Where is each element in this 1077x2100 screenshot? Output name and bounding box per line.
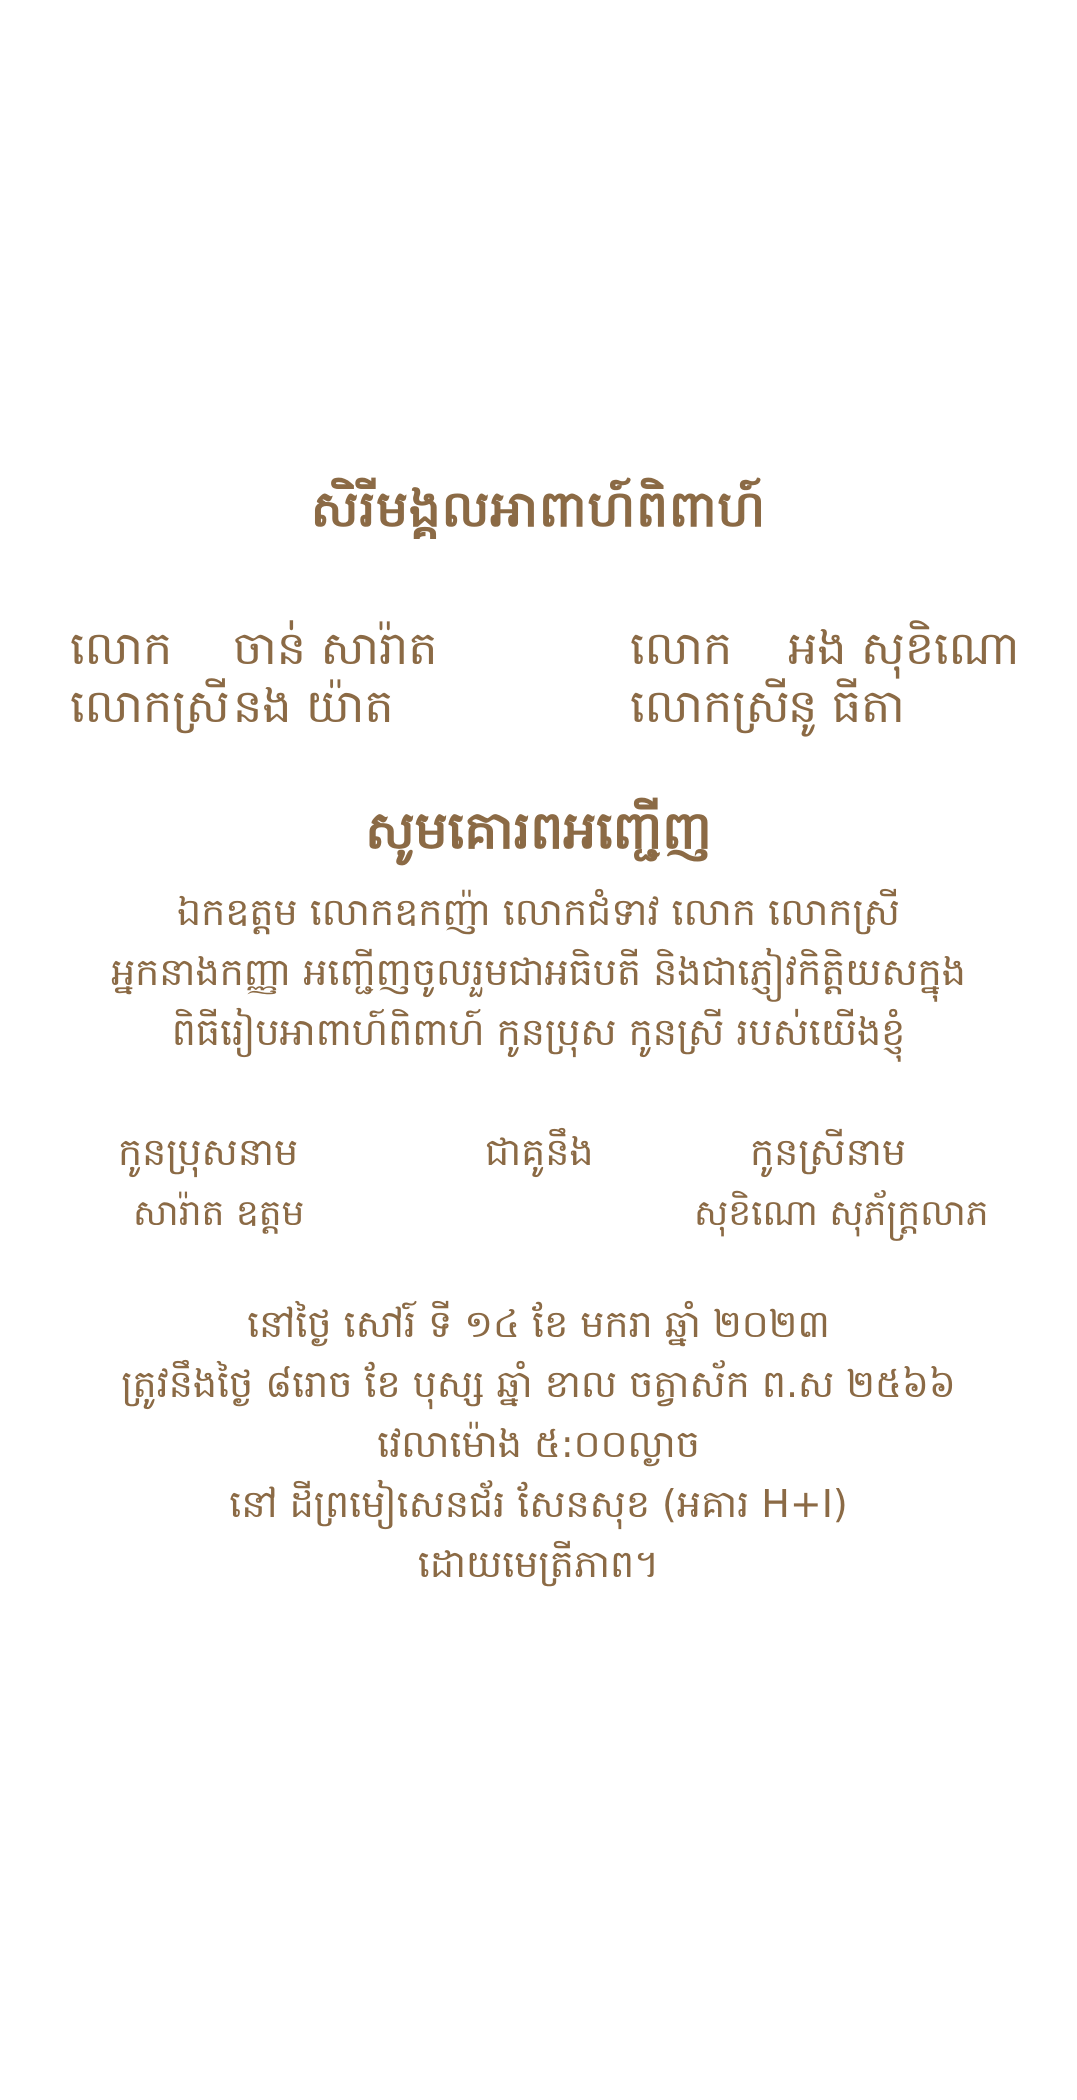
bride-father-title: លោក <box>630 621 733 675</box>
groom-label: កូនប្រុសនាម <box>118 1130 299 1174</box>
bride-name: សុខិណោ សុភ័ក្ត្រលាភ <box>694 1193 989 1234</box>
invite-line: ឯកឧត្តម លោកឧកញ៉ា លោកជំទាវ លោក លោកស្រី <box>177 890 900 934</box>
invite-heading: សូមគោរពអញ្ជើញ <box>365 801 712 861</box>
groom-father-name: ចាន់ សារ៉ាត <box>233 621 438 675</box>
invitation-title: សិរីមង្គលអាពាហ៍ពិពាហ៍ <box>310 480 767 538</box>
bride-father-name: អង សុខិណោ <box>788 621 1020 675</box>
paired-with-label: ជាគូនឹង <box>485 1130 594 1174</box>
invite-line: ពិធីរៀបអាពាហ៍ពិពាហ៍ កូនប្រុស កូនស្រី របស់យើងខ្ញុំ <box>171 1010 906 1054</box>
closing-text: ដោយមេត្រីភាព។ <box>417 1542 660 1586</box>
invite-line: អ្នកនាងកញ្ញា អញ្ជើញចូលរួមជាអធិបតី និងជាភ្ញៀវកិត្តិយសក្នុង <box>111 950 966 994</box>
event-time: វេលាម៉ោង ៥:០០ល្ងាច <box>377 1422 700 1466</box>
bride-label: កូនស្រីនាម <box>750 1130 907 1174</box>
groom-name: សារ៉ាត ឧត្តម <box>133 1193 305 1234</box>
bride-mother-title: លោកស្រី <box>630 679 790 733</box>
bride-mother-name: នូ ធីតា <box>788 679 905 733</box>
groom-mother-title: លោកស្រី <box>70 679 230 733</box>
event-date: នៅថ្ងៃ សៅរ៍ ទី ១៤ ខែ មករា ឆ្នាំ ២០២៣ <box>247 1302 830 1346</box>
event-venue: នៅ ដីព្រមៀសេនជ័រ សែនសុខ (អគារ H+I) <box>229 1482 848 1526</box>
groom-father-title: លោក <box>70 621 173 675</box>
groom-mother-name: នង យ៉ាត <box>233 679 394 733</box>
lunar-date: ត្រូវនឹងថ្ងៃ ៨រោច ខែ បុស្ស ឆ្នាំ ខាល ចត្វាស័ក ព.ស ២៥៦៦ <box>121 1362 956 1406</box>
